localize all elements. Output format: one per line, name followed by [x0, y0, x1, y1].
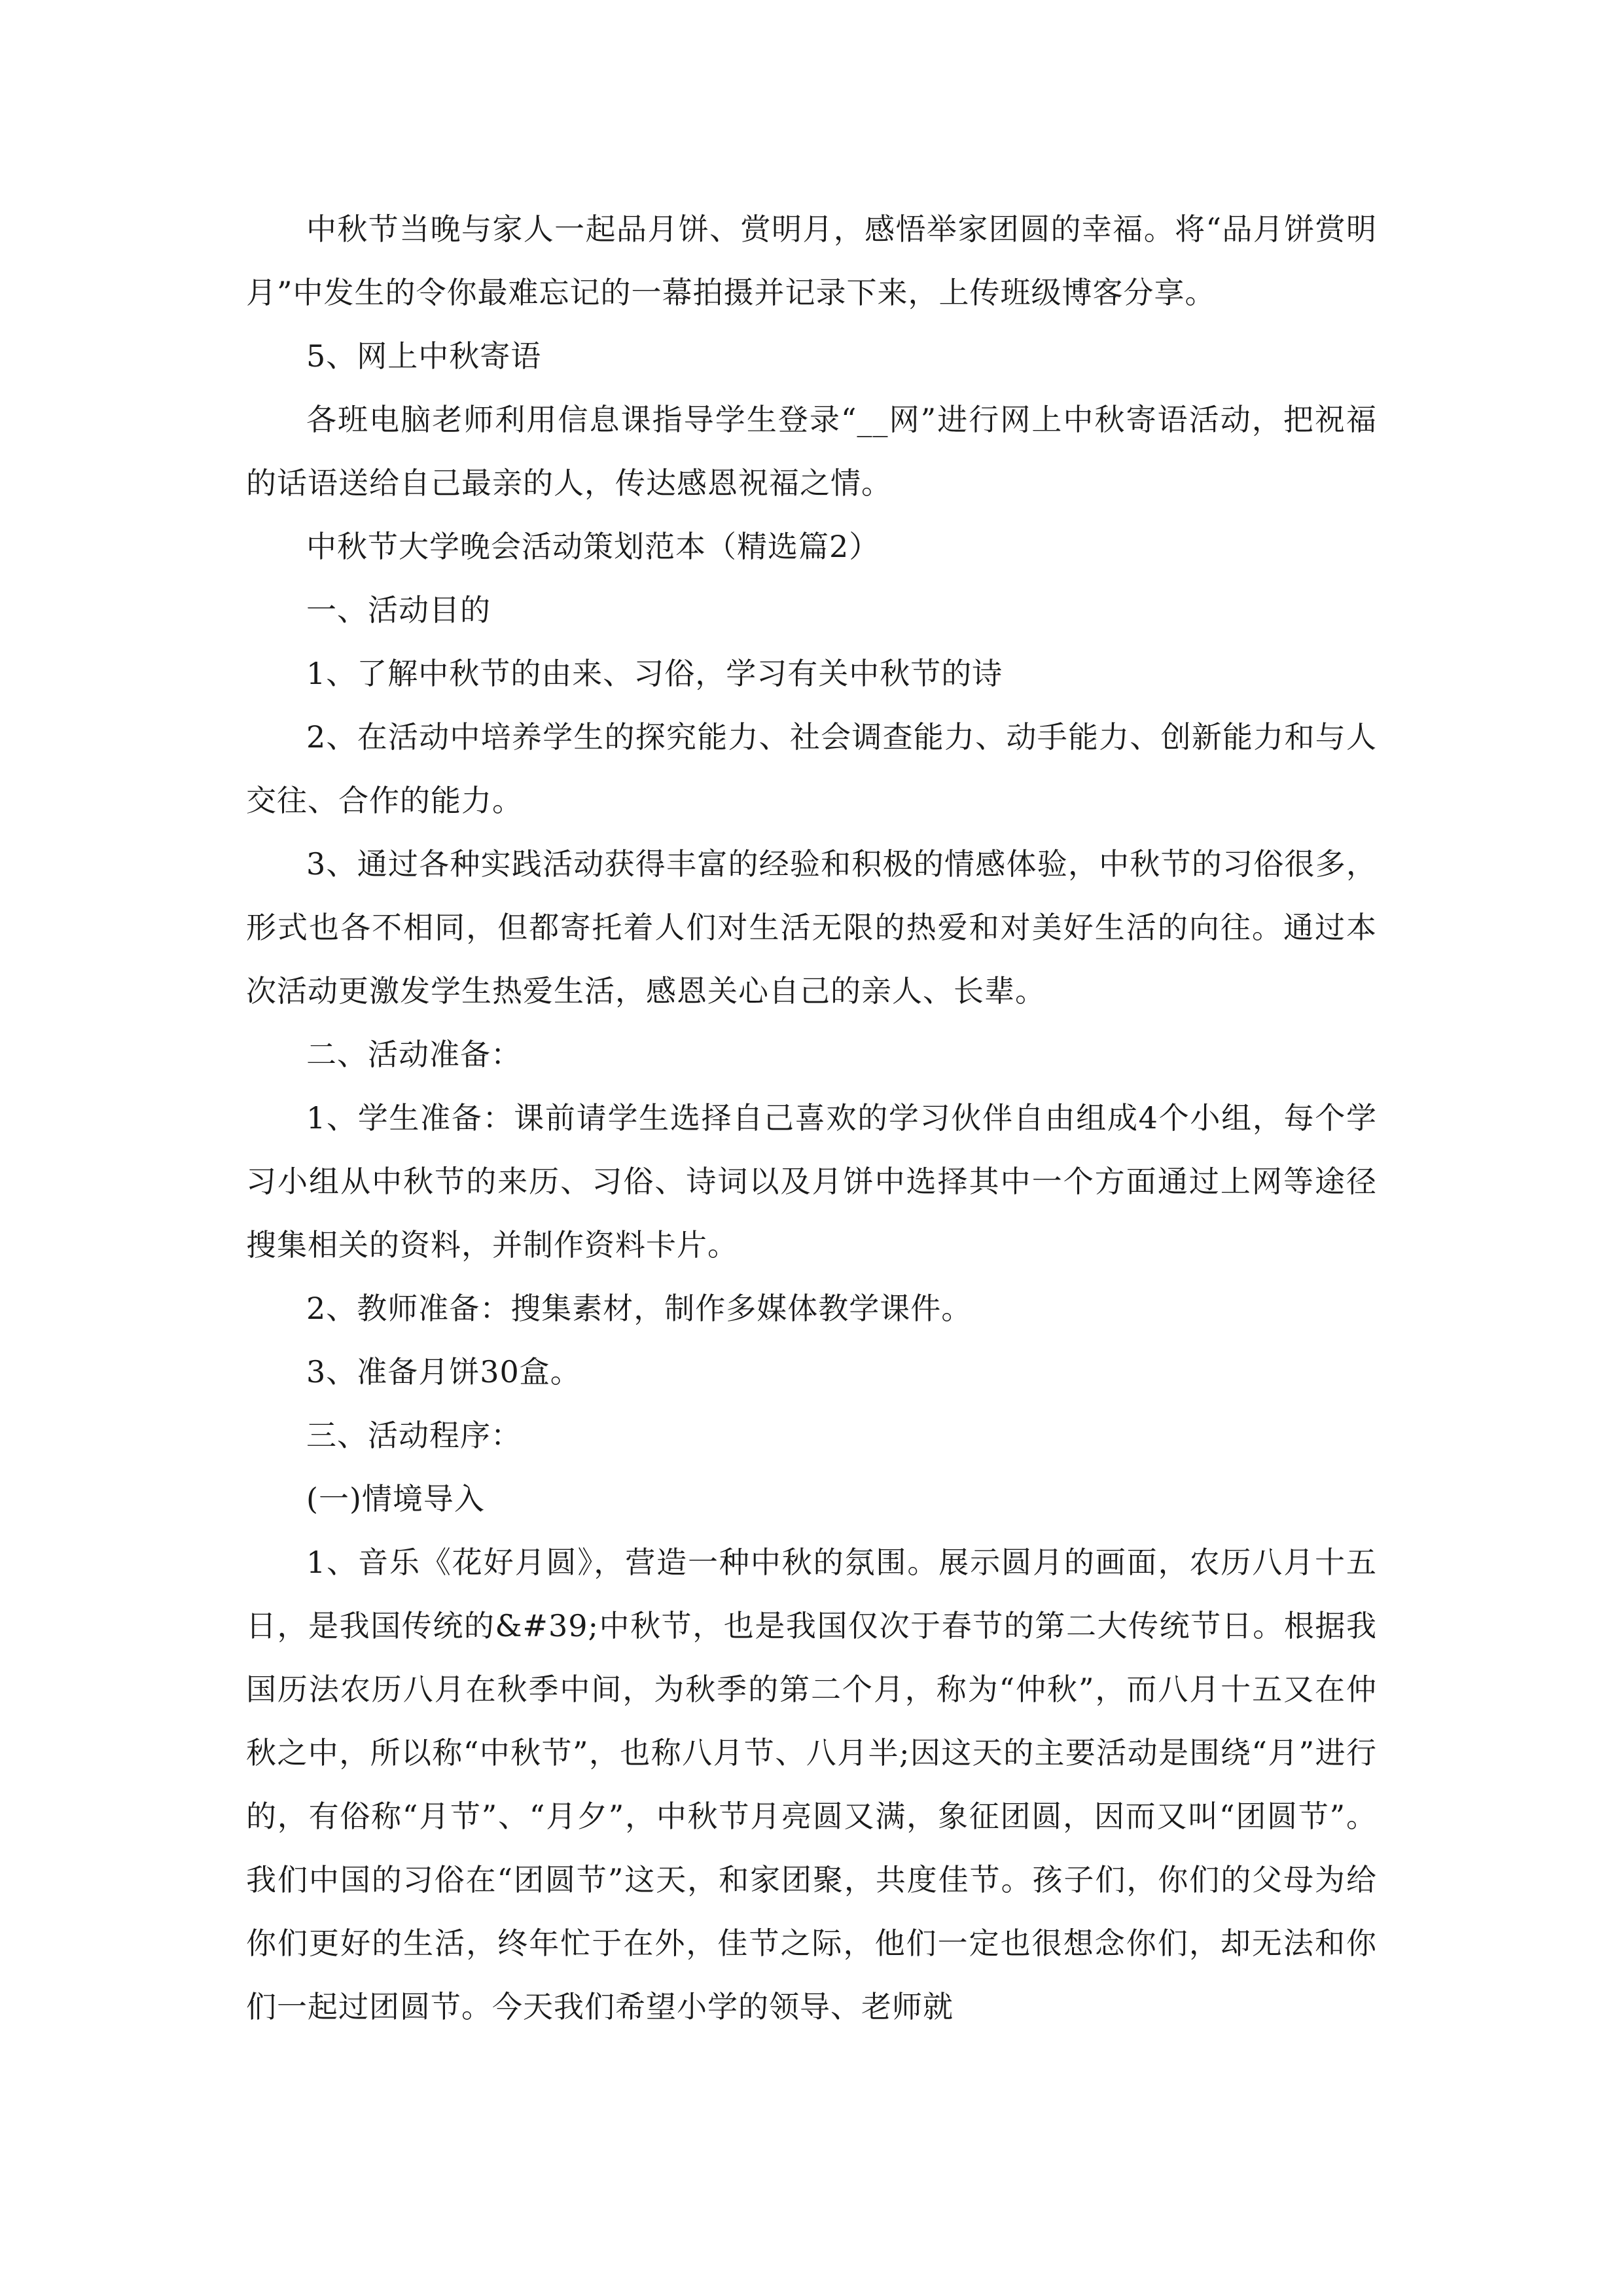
paragraph: 各班电脑老师利用信息课指导学生登录“__网”进行网上中秋寄语活动，把祝福的话语送给自己最亲的人，传达感恩祝福之情。	[246, 402, 1377, 501]
document-body	[246, 198, 1377, 2039]
section-title: 中秋节大学晚会活动策划范本（精选篇2）	[306, 529, 880, 564]
list-item: 1、音乐《花好月圆》，营造一种中秋的氛围。展示圆月的画面，农历八月十五日，是我国传统的&#39;中秋节，也是我国仅次于春节的第二大传统节日。根据我国历法农历八月在秋季中间，为秋季的第二个月，称为“仲秋”，而八月十五又在仲秋之中，所以称“中秋节”，也称八月节、八月半;因这天的主要活动是围绕“月”进行的，有俗称“月节”、“月夕”，中秋节月亮圆又满，象征团圆，因而又叫“团圆节”。我们中国的习俗在“团圆节”这天，和家团聚，共度佳节。孩子们，你们的父母为给你们更好的生活，终年忙于在外，佳节之际，他们一定也很想念你们，却无法和你们一起过团圆节。今天我们希望小学的领导、老师就	[246, 1545, 1377, 2024]
list-item: 1、了解中秋节的由来、习俗，学习有关中秋节的诗	[306, 656, 1003, 691]
section-heading: 二、活动准备：	[306, 1037, 522, 1072]
section-heading: 三、活动程序：	[306, 1418, 522, 1453]
list-item: 3、准备月饼30盒。	[306, 1354, 581, 1390]
list-item: 3、通过各种实践活动获得丰富的经验和积极的情感体验，中秋节的习俗很多，形式也各不相同，但都寄托着人们对生活无限的热爱和对美好生活的向往。通过本次活动更激发学生热爱生活，感恩关心自己的亲人、长辈。	[246, 846, 1377, 1009]
list-item: 1、学生准备：课前请学生选择自己喜欢的学习伙伴自由组成4个小组，每个学习小组从中秋节的来历、习俗、诗词以及月饼中选择其中一个方面通过上网等途径搜集相关的资料，并制作资料卡片。	[246, 1100, 1377, 1263]
list-item-heading: 5、网上中秋寄语	[306, 338, 542, 374]
list-item: 2、教师准备：搜集素材，制作多媒体教学课件。	[306, 1291, 972, 1326]
subsection-heading: (一)情境导入	[306, 1481, 485, 1516]
paragraph: 中秋节当晚与家人一起品月饼、赏明月，感悟举家团圆的幸福。将“品月饼赏明月”中发生的令你最难忘记的一幕拍摄并记录下来，上传班级博客分享。	[246, 211, 1377, 310]
section-heading: 一、活动目的	[306, 592, 491, 628]
list-item: 2、在活动中培养学生的探究能力、社会调查能力、动手能力、创新能力和与人交往、合作的能力。	[246, 719, 1377, 818]
